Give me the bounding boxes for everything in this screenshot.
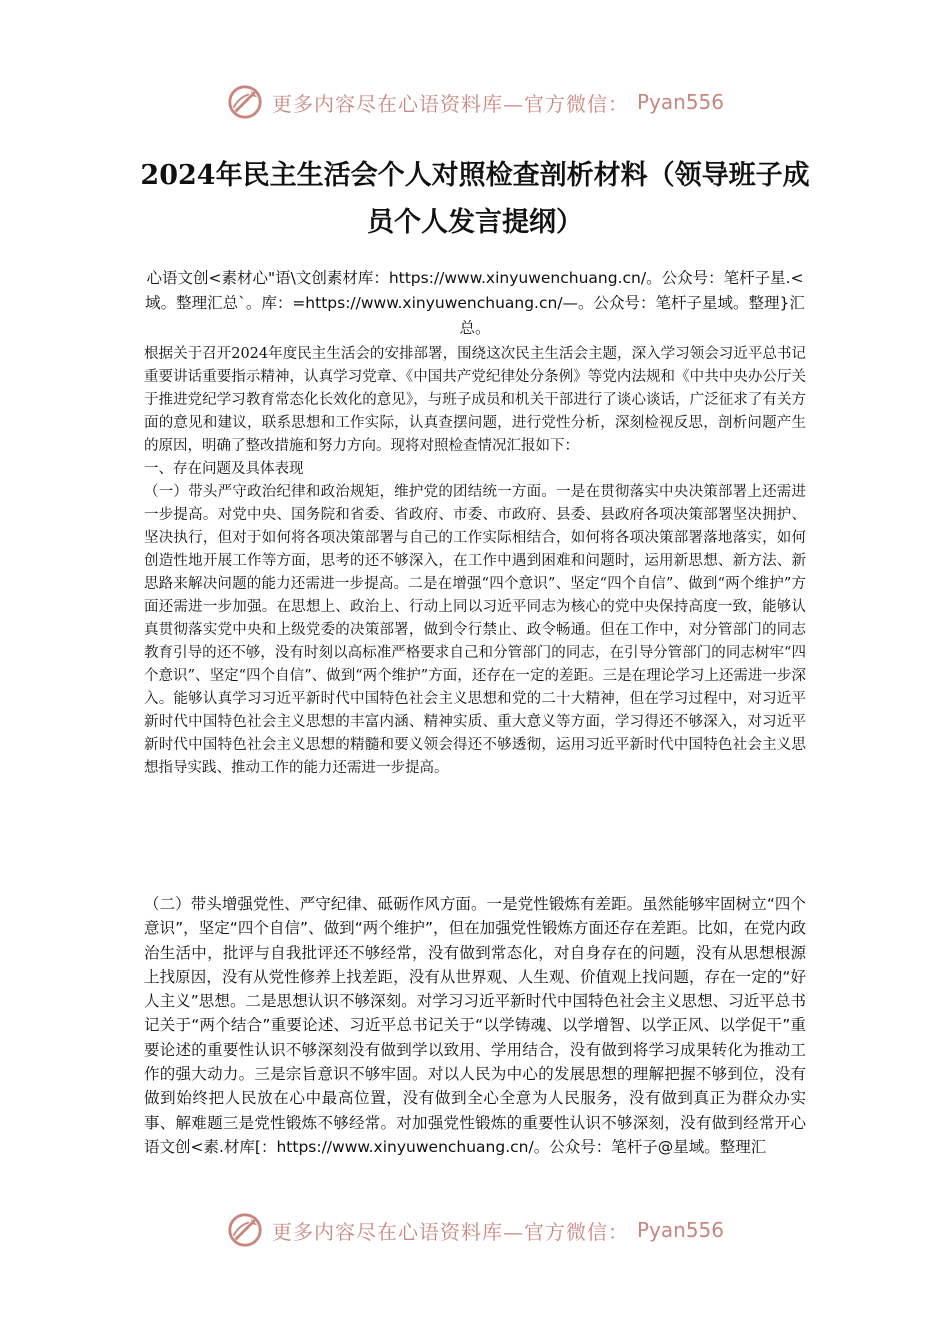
banner-text: 更多内容尽在心语资料库—官方微信： [271,91,629,116]
document-body-2 [144,892,806,1159]
banner-text: 更多内容尽在心语资料库—官方微信： [271,1219,629,1244]
document-title: 2024年民主生活会个人对照检查剖析材料（领导班子成员个人发言提纲） [140,160,810,238]
wechat-id: Pyan556 [636,90,724,114]
source-note: 心语文创<素材心"语\文创素材库：https://www.xinyuwenchuang.cn/。公众号：笔杆子星.<域。整理汇总`。库：=https://www.xinyuwenchuang.cn/—。公众号：笔杆子星域。整理}汇总。 [145,269,805,337]
document-body [144,343,806,780]
logo-icon [226,1211,264,1249]
footer-banner [0,1208,950,1252]
logo-icon [226,83,264,121]
wechat-id: Pyan556 [636,1218,724,1242]
paragraph-1: （一）带头严守政治纪律和政治规矩，维护党的团结统一方面。一是在贯彻落实中央决策部署上还需进一步提高。对党中央、国务院和省委、省政府、市委、市政府、县委、县政府各项决策部署坚决拥护、坚决执行，但对于如何将各项决策部署与自己的工作实际相结合，如何将各项决策部署落地落实，如何创造性地开展工作等方面，思考的还不够深入，在工作中遇到困难和问题时，运用新思想、新方法、新思路来解决问题的能力还需进一步提高。二是在增强“四个意识”、坚定“四个自信”、做到“两个维护”方面还需进一步加强。在思想上、政治上、行动上同以习近平同志为核心的党中央保持高度一致，能够认真贯彻落实党中央和上级党委的决策部署，做到令行禁止、政令畅通。但在工作中，对分管部门的同志教育引导的还不够，没有时刻以高标准严格要求自己和分管部门的同志，在引导分管部门的同志树牢“四个意识”、坚定“四个自信”、做到“两个维护”方面，还存在一定的差距。三是在理论学习上还需进一步深入。能够认真学习习近平新时代中国特色社会主义思想和党的二十大精神，但在学习过程中，对习近平新时代中国特色社会主义思想的丰富内涵、精神实质、重大意义等方面，学习得还不够深入，对习近平新时代中国特色社会主义思想的精髓和要义领会得还不够透彻，运用习近平新时代中国特色社会主义思想指导实践、推动工作的能力还需进一步提高。 [144,484,806,776]
header-banner [0,80,950,124]
paragraph-2: （二）带头增强党性、严守纪律、砥砺作风方面。一是党性锻炼有差距。虽然能够牢固树立“四个意识”，坚定“四个自信”、做到“两个维护”，但在加强党性锻炼方面还存在差距。比如，在党内政治生活中，批评与自我批评还不够经常，没有做到常态化，对自身存在的问题，没有从思想根源上找原因，没有从党性修养上找差距，没有从世界观、人生观、价值观上找问题，存在一定的“好人主义”思想。二是思想认识不够深刻。对学习习近平新时代中国特色社会主义思想、习近平总书记关于“两个结合”重要论述、习近平总书记关于“以学铸魂、以学增智、以学正风、以学促干”重要论述的重要性认识不够深刻没有做到学以致用、学用结合，没有做到将学习成果转化为推动工作的强大动力。三是宗旨意识不够牢固。对以人民为中心的发展思想的理解把握不够到位，没有做到始终把人民放在心中最高位置，没有做到全心全意为人民服务，没有做到真正为群众办实事、解难题三是党性锻炼不够经常。对加强党性锻炼的重要性认识不够深刻，没有做到经常开心语文创<素.材库[：https://www.xinyuwenchuang.cn/。公众号：笔杆子@星域。整理汇 [144,895,806,1156]
intro-paragraph: 根据关于召开2024年度民主生活会的安排部署，围绕这次民主生活会主题，深入学习领会习近平总书记重要讲话重要指示精神，认真学习党章、《中国共产党纪律处分条例》等党内法规和《中共中央办公厅关于推进党纪学习教育常态化长效化的意见》，与班子成员和机关干部进行了谈心谈话，广泛征求了有关方面的意见和建议，联系思想和工作实际，认真查摆问题，进行党性分析，深刻检视反思，剖析问题产生的原因，明确了整改措施和努力方向。现将对照检查情况汇报如下： [144,346,806,454]
section-heading: 一、存在问题及具体表现 [144,461,304,477]
